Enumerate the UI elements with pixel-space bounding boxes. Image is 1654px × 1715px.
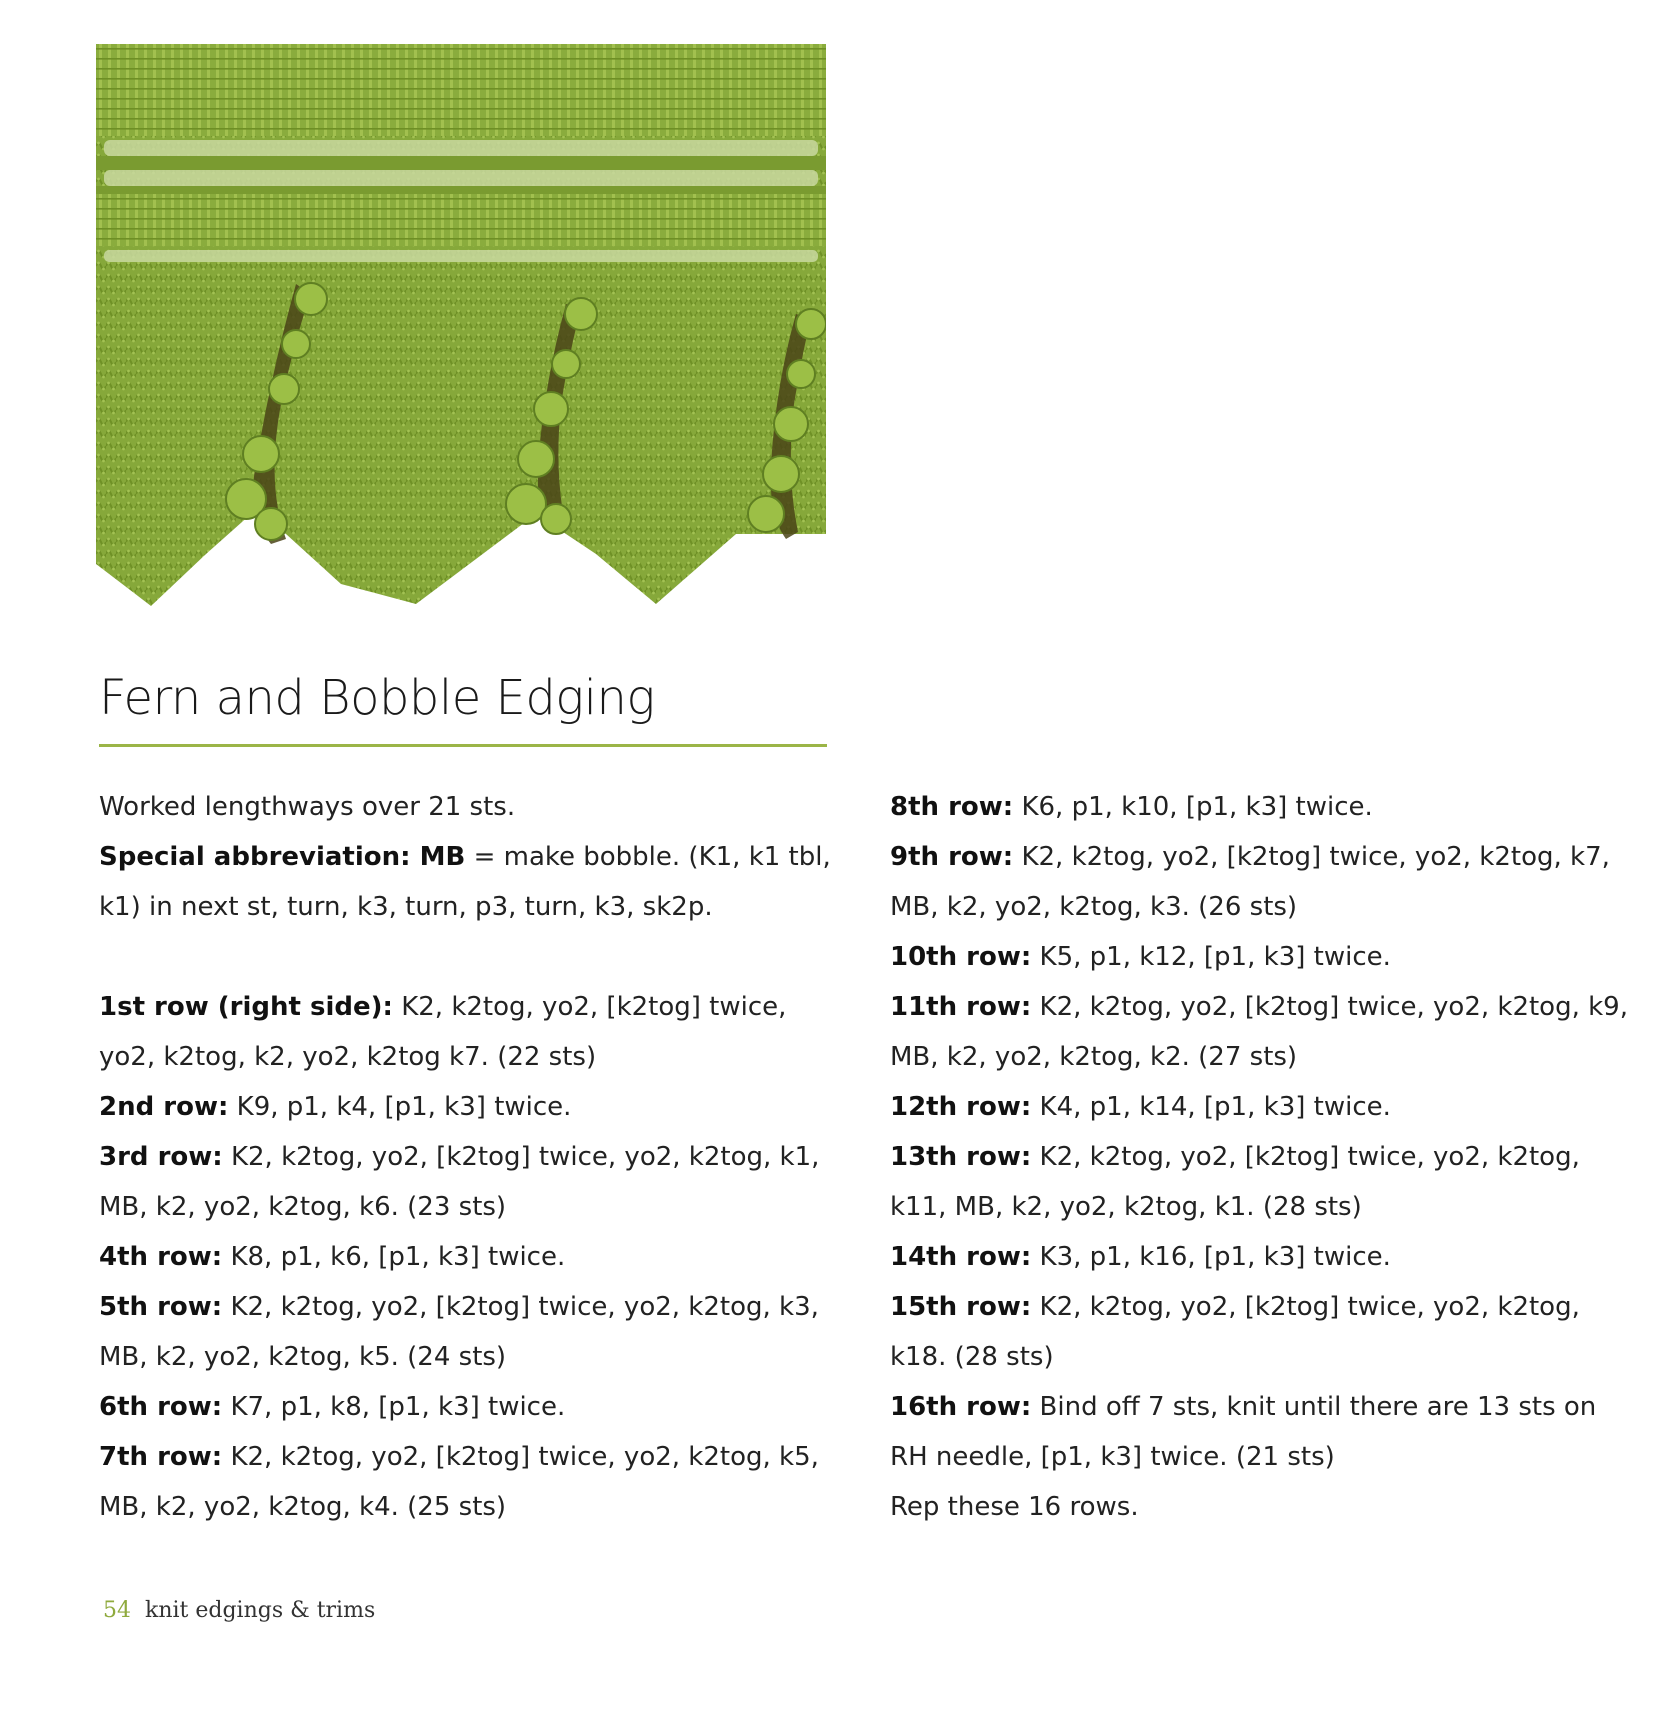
row-label: 1st row (right side):	[99, 992, 393, 1022]
row-label: 5th row:	[99, 1292, 223, 1322]
row-label: 4th row:	[99, 1242, 223, 1272]
row-instruction	[890, 932, 1640, 982]
row-instruction	[99, 1232, 849, 1282]
row-text: Bind off 7 sts, knit until there are 13 sts on RH needle, [p1, k3] twice. (21 sts)	[890, 1392, 1597, 1472]
section-name: knit edgings & trims	[145, 1598, 376, 1623]
row-label: 8th row:	[890, 792, 1014, 822]
special-abbreviation-label: Special abbreviation: MB	[99, 842, 466, 872]
row-instruction	[99, 1432, 849, 1532]
row-text: K4, p1, k14, [p1, k3] twice.	[1039, 1092, 1391, 1122]
row-instruction	[890, 1282, 1640, 1382]
row-text: K2, k2tog, yo2, [k2tog] twice, yo2, k2tog, k2, yo2, k2tog k7. (22 sts)	[99, 992, 787, 1072]
row-label: 12th row:	[890, 1092, 1032, 1122]
row-label: 7th row:	[99, 1442, 223, 1472]
row-text: K2, k2tog, yo2, [k2tog] twice, yo2, k2tog, k9, MB, k2, yo2, k2tog, k2. (27 sts)	[890, 992, 1628, 1072]
row-instruction	[99, 982, 849, 1082]
row-label: 14th row:	[890, 1242, 1032, 1272]
row-text: K9, p1, k4, [p1, k3] twice.	[236, 1092, 572, 1122]
repeat-note: Rep these 16 rows.	[890, 1492, 1139, 1522]
worked-over-note: Worked lengthways over 21 sts.	[99, 792, 516, 822]
row-label: 3rd row:	[99, 1142, 223, 1172]
row-label: 16th row:	[890, 1392, 1032, 1422]
row-text: K2, k2tog, yo2, [k2tog] twice, yo2, k2tog, k3, MB, k2, yo2, k2tog, k5. (24 sts)	[99, 1292, 819, 1372]
row-instruction	[890, 832, 1640, 932]
row-instruction	[890, 982, 1640, 1082]
row-label: 10th row:	[890, 942, 1032, 972]
row-text: K6, p1, k10, [p1, k3] twice.	[1021, 792, 1373, 822]
page-title: Fern and Bobble Edging	[99, 670, 655, 726]
page-number: 54	[103, 1598, 131, 1623]
row-text: K2, k2tog, yo2, [k2tog] twice, yo2, k2tog, k18. (28 sts)	[890, 1292, 1580, 1372]
row-text: K8, p1, k6, [p1, k3] twice.	[230, 1242, 566, 1272]
row-label: 11th row:	[890, 992, 1032, 1022]
row-instruction	[890, 1132, 1640, 1232]
row-text: K7, p1, k8, [p1, k3] twice.	[230, 1392, 566, 1422]
row-instruction	[99, 1382, 849, 1432]
row-text: K2, k2tog, yo2, [k2tog] twice, yo2, k2tog, k5, MB, k2, yo2, k2tog, k4. (25 sts)	[99, 1442, 819, 1522]
row-text: K2, k2tog, yo2, [k2tog] twice, yo2, k2tog, k1, MB, k2, yo2, k2tog, k6. (23 sts)	[99, 1142, 820, 1222]
row-instruction	[99, 1282, 849, 1382]
instructions-right-column	[890, 782, 1640, 1532]
special-abbreviation	[99, 832, 849, 932]
row-label: 9th row:	[890, 842, 1014, 872]
row-text: K3, p1, k16, [p1, k3] twice.	[1039, 1242, 1391, 1272]
page-footer	[103, 1598, 375, 1623]
row-instruction	[890, 1082, 1640, 1132]
row-instruction	[890, 1382, 1640, 1482]
special-abbreviation-text: = make bobble. (K1, k1 tbl, k1) in next st, turn, k3, turn, p3, turn, k3, sk2p.	[99, 842, 831, 922]
title-underline	[99, 744, 827, 747]
row-instruction	[890, 782, 1640, 832]
row-text: K5, p1, k12, [p1, k3] twice.	[1039, 942, 1391, 972]
row-text: K2, k2tog, yo2, [k2tog] twice, yo2, k2tog, k7, MB, k2, yo2, k2tog, k3. (26 sts)	[890, 842, 1610, 922]
row-text: K2, k2tog, yo2, [k2tog] twice, yo2, k2tog, k11, MB, k2, yo2, k2tog, k1. (28 sts)	[890, 1142, 1580, 1222]
instructions-left-column	[99, 782, 849, 1532]
row-instruction	[99, 1132, 849, 1232]
row-instruction	[99, 1082, 849, 1132]
row-label: 2nd row:	[99, 1092, 229, 1122]
row-label: 13th row:	[890, 1142, 1032, 1172]
row-instruction	[890, 1232, 1640, 1282]
row-label: 6th row:	[99, 1392, 223, 1422]
row-label: 15th row:	[890, 1292, 1032, 1322]
knitted-swatch-photo	[96, 44, 826, 610]
